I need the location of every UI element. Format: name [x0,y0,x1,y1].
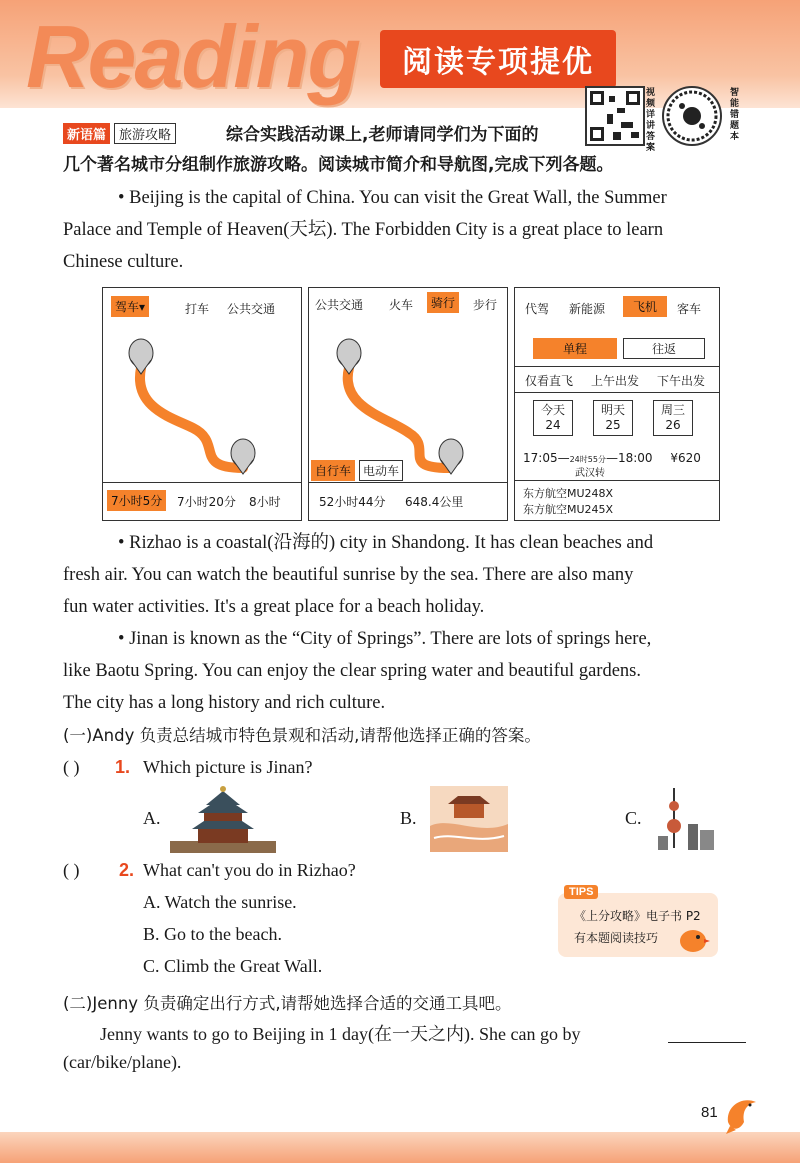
jinan-line-2: like Baotu Spring. You can enjoy the clear spring water and beautiful gardens. [63,661,641,681]
divider-2 [515,392,719,393]
day-today-label: 今天 [540,403,565,417]
rizhao-paragraph [63,527,763,623]
q2-option-c[interactable]: C. Climb the Great Wall. [143,956,323,976]
mode-bike[interactable]: 骑行 [427,292,459,313]
tips-line-1: 《上分攻略》电子书 P2 [574,909,701,923]
tag-travel: 旅游攻略 [114,123,176,144]
route-map-2 [309,328,507,478]
flight-transfer: 武汉转 [575,468,605,479]
route-options-1 [103,482,301,519]
tips-box [558,886,718,957]
q2-number: 2. [119,860,135,880]
mode-drive[interactable]: 驾车▾ [111,296,149,317]
jinan-paragraph [63,623,763,719]
rizhao-line-1: • Rizhao is a coastal(沿海的) city in Shandong. It has clean beaches and [118,533,654,553]
answer-blank[interactable] [668,1042,746,1043]
route-map-1 [103,328,301,478]
mode-coach[interactable]: 客车 [677,302,702,316]
nav-panel-flight [514,287,720,521]
q2-option-b[interactable]: B. Go to the beach. [143,924,282,944]
tips-line-2: 有本题阅读技巧 [574,931,659,945]
mode-walk[interactable]: 步行 [473,298,498,312]
qr2-caption: 智能错题本 [730,88,740,142]
beijing-line-1: • Beijing is the capital of China. You can visit the Great Wall, the Summer [118,188,667,208]
oriental-pearl-tower-image [652,788,718,852]
sub-bicycle[interactable]: 自行车 [311,460,355,481]
sub-ebike[interactable]: 电动车 [359,460,403,481]
trip-oneway[interactable]: 单程 [533,338,617,359]
nav-panel-bike [308,287,508,521]
beijing-line-3: Chinese culture. [63,252,184,272]
bike-distance: 648.4公里 [405,495,464,509]
day-wed[interactable] [653,400,693,436]
temple-of-heaven-image [170,785,276,853]
jinan-line-1: • Jinan is known as the “City of Springs”. There are lots of springs here, [118,629,652,649]
part2-line-1: Jenny wants to go to Beijing in 1 day(在一天之内). She can go by [100,1024,581,1044]
baotu-spring-image [430,786,508,852]
q1-option-c[interactable]: C. [625,808,642,828]
footer-bar [0,1132,800,1163]
tag-new-text: 新语篇 [63,123,110,144]
mode-public-2[interactable]: 公共交通 [315,298,364,312]
part1-heading: (一)Andy 负责总结城市特色景观和活动,请帮他选择正确的答案。 [63,726,541,745]
beijing-line-2: Palace and Temple of Heaven(天坛). The Forbidden City is a great place to learn [63,220,664,240]
part2-heading: (二)Jenny 负责确定出行方式,请帮她选择合适的交通工具吧。 [63,994,512,1013]
q1-answer-blank[interactable]: ( ) [63,757,80,777]
q2-option-a[interactable]: A. Watch the sunrise. [143,892,297,912]
option-2[interactable]: 7小时20分 [177,495,236,509]
bird-mascot-icon [676,925,710,955]
part2-line-2: (car/bike/plane). [63,1052,182,1072]
q2-text: What can't you do in Rizhao? [143,860,356,880]
divider-3 [515,480,719,481]
qr-code-video[interactable] [585,86,645,146]
q1-text: Which picture is Jinan? [143,757,313,777]
route-info-2 [309,482,507,519]
filter-pm[interactable]: 下午出发 [657,374,706,388]
page-number: 81 [701,1104,718,1121]
bike-time: 52小时44分 [319,495,386,509]
flight-2[interactable]: 东方航空MU245X [523,503,614,516]
mode-public[interactable]: 公共交通 [227,302,276,316]
mode-ev[interactable]: 新能源 [569,302,606,316]
mode-train[interactable]: 火车 [389,298,414,312]
mode-taxi[interactable]: 打车 [185,302,210,316]
divider-1 [515,366,719,367]
flight-departure: 17:05 [523,451,558,465]
dolphin-mascot-icon [722,1092,762,1136]
q1-option-a[interactable]: A. [143,808,161,828]
rizhao-line-2: fresh air. You can watch the beautiful sunrise by the sea. There are also many [63,565,634,585]
q2-answer-blank[interactable]: ( ) [63,860,80,880]
option-3[interactable]: 8小时 [249,495,281,509]
mode-chauffeur[interactable]: 代驾 [525,302,550,316]
trip-return[interactable]: 往返 [623,338,705,359]
section-subtitle: 阅读专项提优 [380,30,616,88]
day-today-date: 24 [545,418,561,432]
tips-badge: TIPS [564,885,598,899]
flight-duration: 24时55分 [569,455,606,464]
flight-1[interactable]: 东方航空MU248X [523,487,614,500]
jinan-line-3: The city has a long history and rich culture. [63,693,386,713]
day-wed-label: 周三 [660,403,685,417]
nav-panel-drive [102,287,302,521]
beijing-paragraph [63,182,763,278]
intro-line-2: 几个著名城市分组制作旅游攻略。阅读城市简介和导航图,完成下列各题。 [63,155,614,175]
flight-price: ¥620 [670,451,701,465]
day-tomorrow-date: 25 [605,418,621,432]
flight-arrival: 18:00 [617,451,653,465]
reading-title: Reading [26,7,360,106]
q1-number: 1. [115,757,131,777]
rizhao-line-3: fun water activities. It's a great place for a beach holiday. [63,597,485,617]
filter-direct[interactable]: 仅看直飞 [525,374,574,388]
qr1-caption: 视频详讲答案 [646,88,656,153]
intro-tags [63,123,176,144]
intro-line-1: 综合实践活动课上,老师请同学们为下面的 [226,125,539,145]
qr-code-wrongbook[interactable] [662,86,722,146]
day-today[interactable] [533,400,573,436]
day-wed-date: 26 [665,418,681,432]
filter-am[interactable]: 上午出发 [591,374,640,388]
q1-option-b[interactable]: B. [400,808,417,828]
mode-plane[interactable]: 飞机 [623,296,667,317]
day-tomorrow-label: 明天 [600,403,625,417]
option-fastest[interactable]: 7小时5分 [107,490,166,511]
flight-times: 17:05—24时55分—18:00 ¥620 [523,451,701,465]
day-tomorrow[interactable] [593,400,633,436]
